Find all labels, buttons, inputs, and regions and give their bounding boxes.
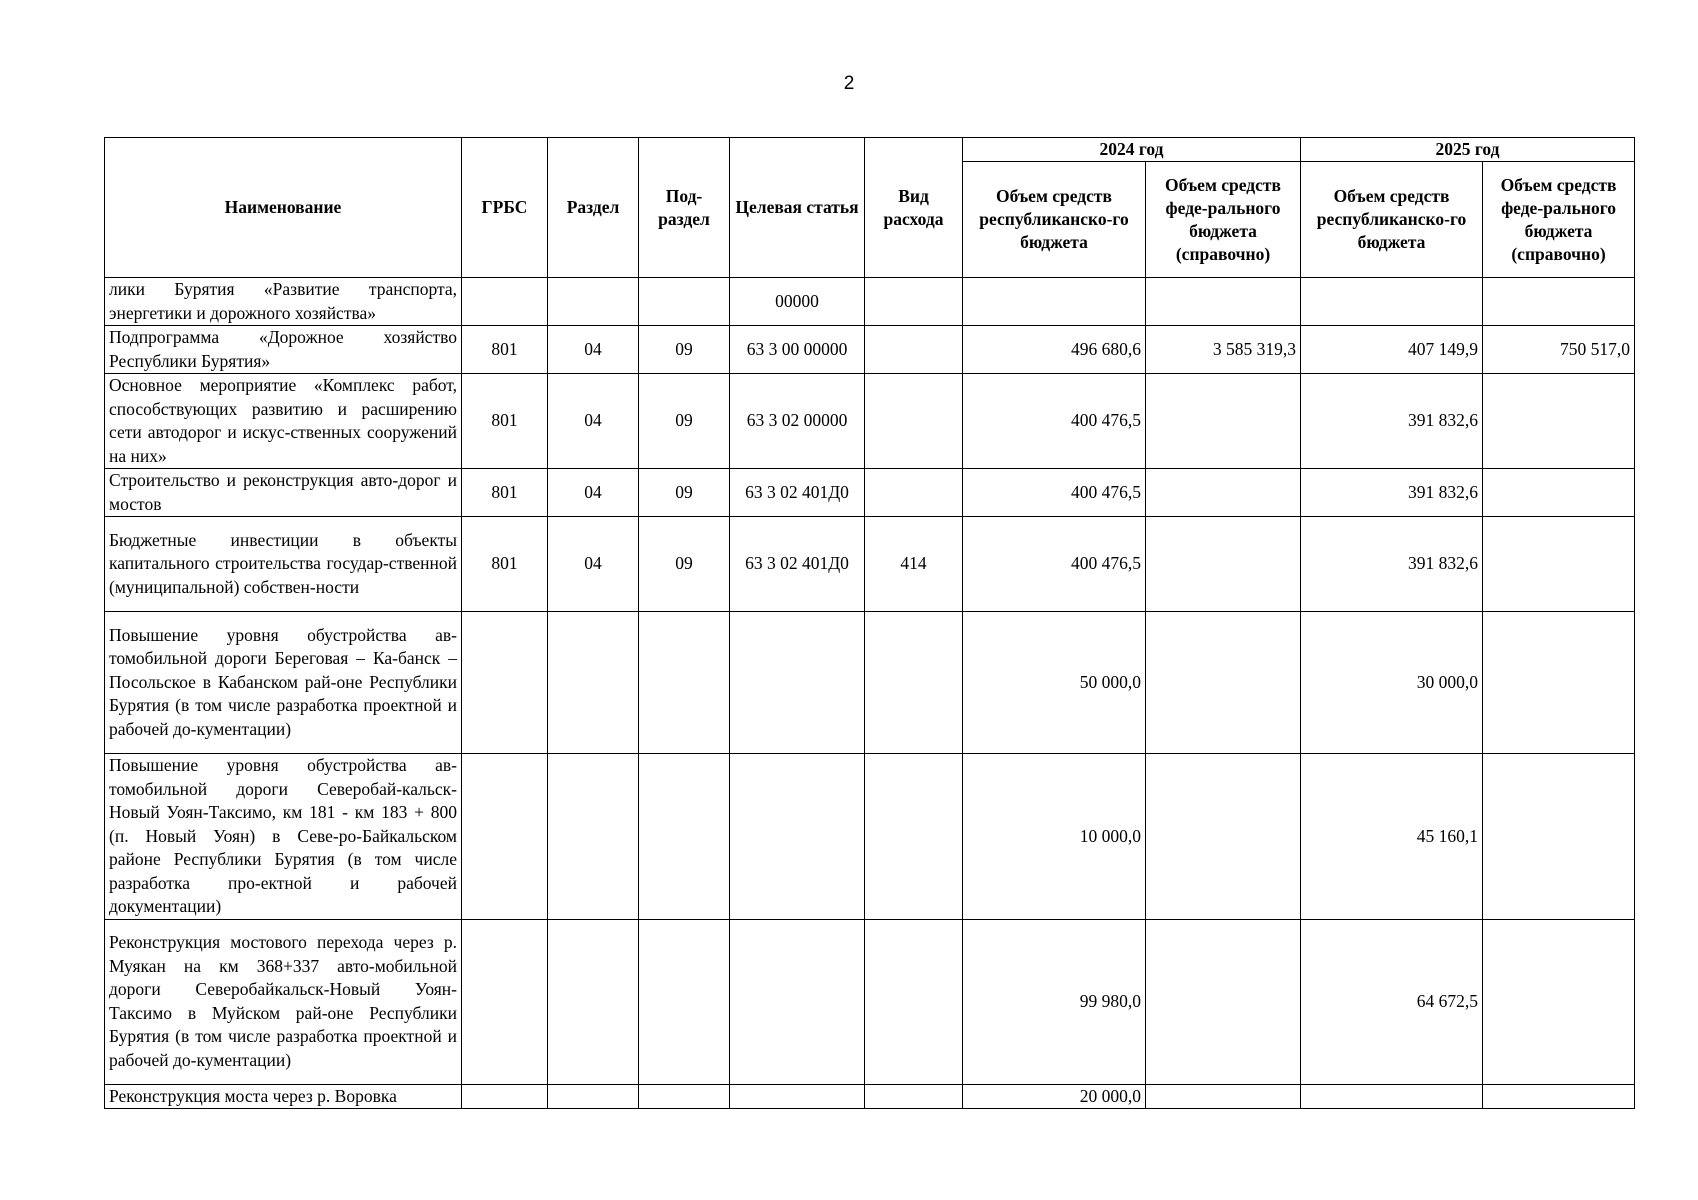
- row-name: Бюджетные инвестиции в объекты капитального строительства государ-ственной (муниципальной) собствен-ности: [105, 517, 462, 612]
- budget-table: [104, 137, 1635, 1109]
- row-podrazdel: [639, 754, 730, 920]
- row-razdel: 04: [548, 517, 639, 612]
- row-rep-2025: 45 160,1: [1301, 754, 1483, 920]
- header-razdel: Раздел: [548, 138, 639, 278]
- row-razdel: 04: [548, 374, 639, 469]
- row-grbs: [462, 1084, 548, 1109]
- row-name: Подпрограмма «Дорожное хозяйство Республики Бурятия»: [105, 326, 462, 374]
- row-rep-2024: [963, 278, 1146, 326]
- row-grbs: 801: [462, 517, 548, 612]
- header-grbs: ГРБС: [462, 138, 548, 278]
- row-rep-2025: 391 832,6: [1301, 517, 1483, 612]
- row-grbs: [462, 919, 548, 1084]
- row-tselevaya: 63 3 02 401Д0: [730, 469, 865, 517]
- row-razdel: [548, 919, 639, 1084]
- table-row: [105, 517, 1635, 612]
- page-number: 2: [843, 73, 855, 94]
- row-razdel: [548, 1084, 639, 1109]
- row-name: Реконструкция моста через р. Воровка: [105, 1084, 462, 1109]
- row-fed-2024: 3 585 319,3: [1146, 326, 1301, 374]
- row-vid: [865, 754, 963, 920]
- row-name: Реконструкция мостового перехода через р. Муякан на км 368+337 авто-мобильной дороги Северобайкальск-Новый Уоян-Таксимо в Муйском рай-оне Республики Бурятия (в том числе разработка проектной и рабочей до-кументации): [105, 919, 462, 1084]
- row-fed-2025: [1483, 919, 1635, 1084]
- row-tselevaya: 63 3 00 00000: [730, 326, 865, 374]
- table-row: [105, 919, 1635, 1084]
- row-rep-2025: 391 832,6: [1301, 469, 1483, 517]
- table-row: [105, 326, 1635, 374]
- row-fed-2024: [1146, 919, 1301, 1084]
- row-podrazdel: 09: [639, 517, 730, 612]
- row-fed-2024: [1146, 374, 1301, 469]
- row-grbs: 801: [462, 326, 548, 374]
- row-tselevaya: [730, 754, 865, 920]
- row-name: Строительство и реконструкция авто-дорог и мостов: [105, 469, 462, 517]
- row-razdel: 04: [548, 326, 639, 374]
- row-rep-2024: 20 000,0: [963, 1084, 1146, 1109]
- row-rep-2025: 30 000,0: [1301, 612, 1483, 754]
- row-rep-2024: 496 680,6: [963, 326, 1146, 374]
- row-fed-2025: [1483, 1084, 1635, 1109]
- header-name: Наименование: [105, 138, 462, 278]
- row-grbs: [462, 278, 548, 326]
- row-rep-2025: 391 832,6: [1301, 374, 1483, 469]
- row-rep-2025: 407 149,9: [1301, 326, 1483, 374]
- row-grbs: 801: [462, 469, 548, 517]
- row-vid: [865, 278, 963, 326]
- row-grbs: 801: [462, 374, 548, 469]
- table-body: [105, 278, 1635, 1109]
- table-row: [105, 1084, 1635, 1109]
- row-podrazdel: 09: [639, 326, 730, 374]
- header-podrazdel: Под-раздел: [639, 138, 730, 278]
- row-podrazdel: [639, 278, 730, 326]
- row-rep-2024: 50 000,0: [963, 612, 1146, 754]
- row-tselevaya: 00000: [730, 278, 865, 326]
- row-name: Повышение уровня обустройства ав-томобильной дороги Береговая – Ка-банск – Посольское в Кабанском рай-оне Республики Бурятия (в том числе разработка проектной и рабочей до-кументации): [105, 612, 462, 754]
- row-fed-2025: [1483, 374, 1635, 469]
- table-header: [105, 138, 1635, 278]
- row-fed-2025: [1483, 469, 1635, 517]
- row-fed-2025: [1483, 754, 1635, 920]
- row-rep-2024: 99 980,0: [963, 919, 1146, 1084]
- row-vid: [865, 612, 963, 754]
- header-fed-budget-2025: Объем средств феде-рального бюджета (справочно): [1483, 162, 1635, 278]
- header-year-2024: 2024 год: [963, 138, 1301, 162]
- row-rep-2025: [1301, 1084, 1483, 1109]
- row-razdel: [548, 754, 639, 920]
- row-rep-2024: 400 476,5: [963, 374, 1146, 469]
- header-fed-budget-2024: Объем средств феде-рального бюджета (справочно): [1146, 162, 1301, 278]
- row-podrazdel: [639, 1084, 730, 1109]
- row-razdel: [548, 612, 639, 754]
- row-fed-2025: 750 517,0: [1483, 326, 1635, 374]
- row-vid: [865, 469, 963, 517]
- row-grbs: [462, 612, 548, 754]
- row-podrazdel: [639, 919, 730, 1084]
- header-rep-budget-2024: Объем средств республиканско-го бюджета: [963, 162, 1146, 278]
- row-name: Основное мероприятие «Комплекс работ, способствующих развитию и расширению сети автодорог и искус-ственных сооружений на них»: [105, 374, 462, 469]
- row-grbs: [462, 754, 548, 920]
- row-fed-2024: [1146, 469, 1301, 517]
- row-vid: 414: [865, 517, 963, 612]
- row-fed-2024: [1146, 612, 1301, 754]
- row-fed-2024: [1146, 517, 1301, 612]
- row-tselevaya: [730, 612, 865, 754]
- table-row: [105, 754, 1635, 920]
- row-tselevaya: 63 3 02 401Д0: [730, 517, 865, 612]
- row-rep-2024: 400 476,5: [963, 517, 1146, 612]
- row-name: лики Бурятия «Развитие транспорта, энергетики и дорожного хозяйства»: [105, 278, 462, 326]
- row-fed-2025: [1483, 278, 1635, 326]
- row-rep-2024: 10 000,0: [963, 754, 1146, 920]
- row-rep-2025: 64 672,5: [1301, 919, 1483, 1084]
- row-razdel: [548, 278, 639, 326]
- row-rep-2025: [1301, 278, 1483, 326]
- row-tselevaya: [730, 1084, 865, 1109]
- table-row: [105, 278, 1635, 326]
- row-rep-2024: 400 476,5: [963, 469, 1146, 517]
- row-vid: [865, 919, 963, 1084]
- row-razdel: 04: [548, 469, 639, 517]
- header-vid-raskhoda: Вид расхода: [865, 138, 963, 278]
- row-fed-2025: [1483, 612, 1635, 754]
- table-row: [105, 612, 1635, 754]
- row-podrazdel: 09: [639, 374, 730, 469]
- header-year-2025: 2025 год: [1301, 138, 1635, 162]
- row-fed-2024: [1146, 278, 1301, 326]
- table-row: [105, 374, 1635, 469]
- header-rep-budget-2025: Объем средств республиканско-го бюджета: [1301, 162, 1483, 278]
- row-fed-2025: [1483, 517, 1635, 612]
- row-vid: [865, 1084, 963, 1109]
- row-fed-2024: [1146, 1084, 1301, 1109]
- row-vid: [865, 374, 963, 469]
- table-row: [105, 469, 1635, 517]
- header-tselevaya-statya: Целевая статья: [730, 138, 865, 278]
- row-fed-2024: [1146, 754, 1301, 920]
- row-name: Повышение уровня обустройства ав-томобильной дороги Северобай-кальск-Новый Уоян-Таксимо, км 181 - км 183 + 800 (п. Новый Уоян) в Севе-ро-Байкальском районе Республики Бурятия (в том числе разработка про-ектной и рабочей документации): [105, 754, 462, 920]
- row-vid: [865, 326, 963, 374]
- row-tselevaya: [730, 919, 865, 1084]
- row-podrazdel: 09: [639, 469, 730, 517]
- row-podrazdel: [639, 612, 730, 754]
- row-tselevaya: 63 3 02 00000: [730, 374, 865, 469]
